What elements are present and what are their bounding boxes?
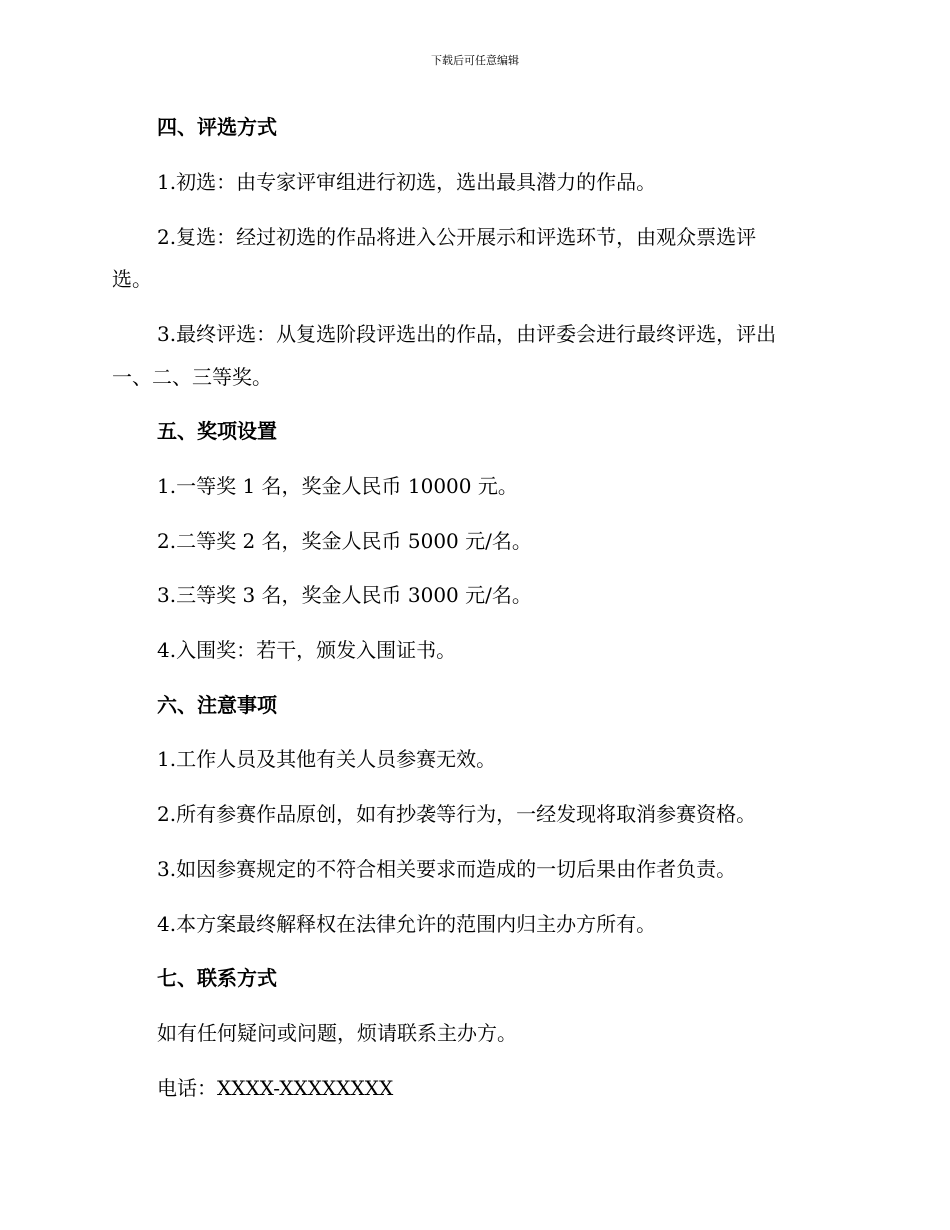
notes-item-4: 4.本方案最终解释权在法律允许的范围内归主办方所有。 bbox=[157, 912, 657, 936]
contact-phone: 电话：XXXX-XXXXXXXX bbox=[157, 1076, 394, 1100]
award-item-2: 2.二等奖 2 名，奖金人民币 5000 元/名。 bbox=[157, 529, 532, 553]
evaluation-item-3-line-2: 一、二、三等奖。 bbox=[112, 365, 272, 389]
evaluation-item-3-line-1: 3.最终评选：从复选阶段评选出的作品，由评委会进行最终评选，评出 bbox=[157, 322, 777, 346]
section-heading-evaluation: 四、评选方式 bbox=[157, 115, 277, 139]
section-heading-contact: 七、联系方式 bbox=[157, 966, 277, 990]
header-note: 下载后可任意编辑 bbox=[431, 54, 519, 67]
award-item-1: 1.一等奖 1 名，奖金人民币 10000 元。 bbox=[157, 474, 518, 498]
evaluation-item-1: 1.初选：由专家评审组进行初选，选出最具潜力的作品。 bbox=[157, 170, 657, 194]
award-item-3: 3.三等奖 3 名，奖金人民币 3000 元/名。 bbox=[157, 583, 532, 607]
notes-item-2: 2.所有参赛作品原创，如有抄袭等行为，一经发现将取消参赛资格。 bbox=[157, 802, 757, 826]
notes-item-3: 3.如因参赛规定的不符合相关要求而造成的一切后果由作者负责。 bbox=[157, 857, 737, 881]
contact-text: 如有任何疑问或问题，烦请联系主办方。 bbox=[157, 1021, 517, 1045]
award-item-4: 4.入围奖：若干，颁发入围证书。 bbox=[157, 638, 457, 662]
notes-item-1: 1.工作人员及其他有关人员参赛无效。 bbox=[157, 747, 497, 771]
section-heading-awards: 五、奖项设置 bbox=[157, 419, 277, 443]
evaluation-item-2-line-1: 2.复选：经过初选的作品将进入公开展示和评选环节，由观众票选评 bbox=[157, 225, 757, 249]
evaluation-item-2-line-2: 选。 bbox=[112, 267, 152, 291]
section-heading-notes: 六、注意事项 bbox=[157, 693, 277, 717]
